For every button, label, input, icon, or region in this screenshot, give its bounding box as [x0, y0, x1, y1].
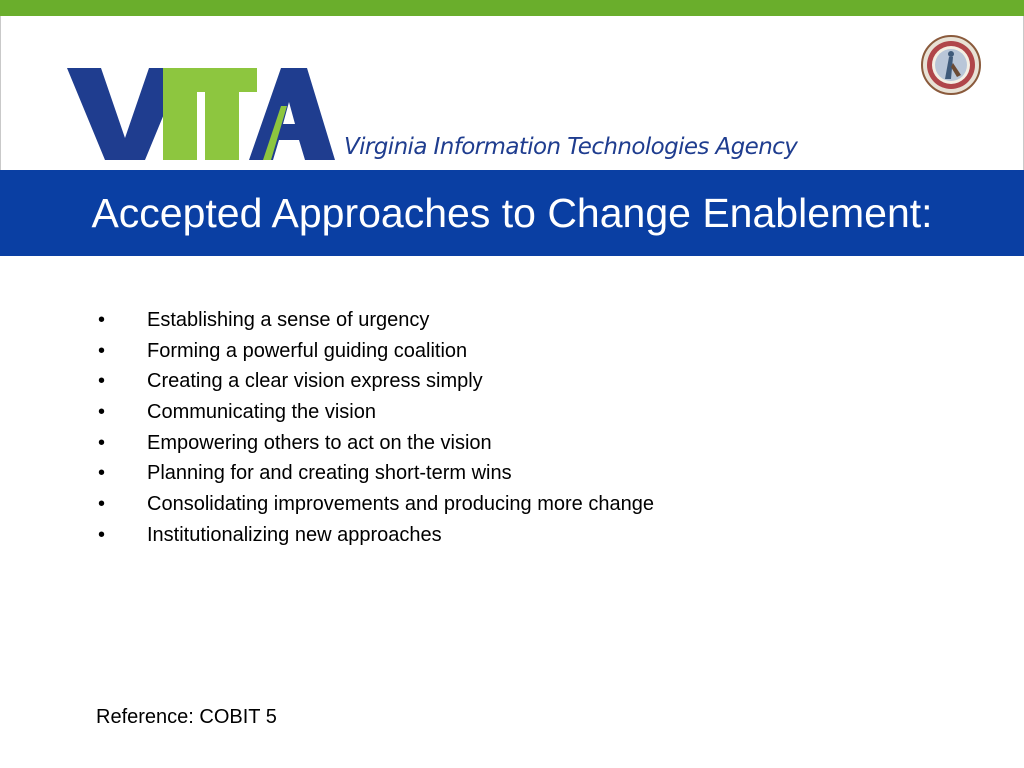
bullet-glyph: • [98, 370, 106, 393]
top-accent-bar [0, 0, 1024, 16]
bullet-glyph: • [98, 462, 106, 485]
bullet-text: Empowering others to act on the vision [147, 431, 492, 454]
bullet-text: Establishing a sense of urgency [147, 309, 430, 331]
title-band [0, 170, 1024, 256]
bullet-glyph: • [98, 309, 106, 331]
bullet-text: Consolidating improvements and producing more change [147, 493, 654, 516]
header [0, 16, 1024, 170]
vita-logo [67, 66, 335, 162]
bullet-glyph: • [98, 523, 106, 546]
bullet-glyph: • [98, 493, 106, 516]
bullet-text: Planning for and creating short-term wins [147, 462, 512, 485]
reference-note: Reference: COBIT 5 [96, 706, 277, 728]
bullet-text: Forming a powerful guiding coalition [147, 339, 468, 362]
bullet-glyph: • [98, 339, 106, 362]
bullet-text: Creating a clear vision express simply [147, 370, 483, 393]
virginia-state-seal-icon [921, 35, 981, 95]
bullet-glyph: • [98, 431, 106, 454]
bullet-glyph: • [98, 401, 106, 424]
slide-title: Accepted Approaches to Change Enablement: [91, 190, 933, 236]
agency-name: Virginia Information Technologies Agency [344, 134, 798, 160]
bullet-text: Institutionalizing new approaches [147, 523, 442, 546]
bullet-text: Communicating the vision [147, 401, 376, 424]
